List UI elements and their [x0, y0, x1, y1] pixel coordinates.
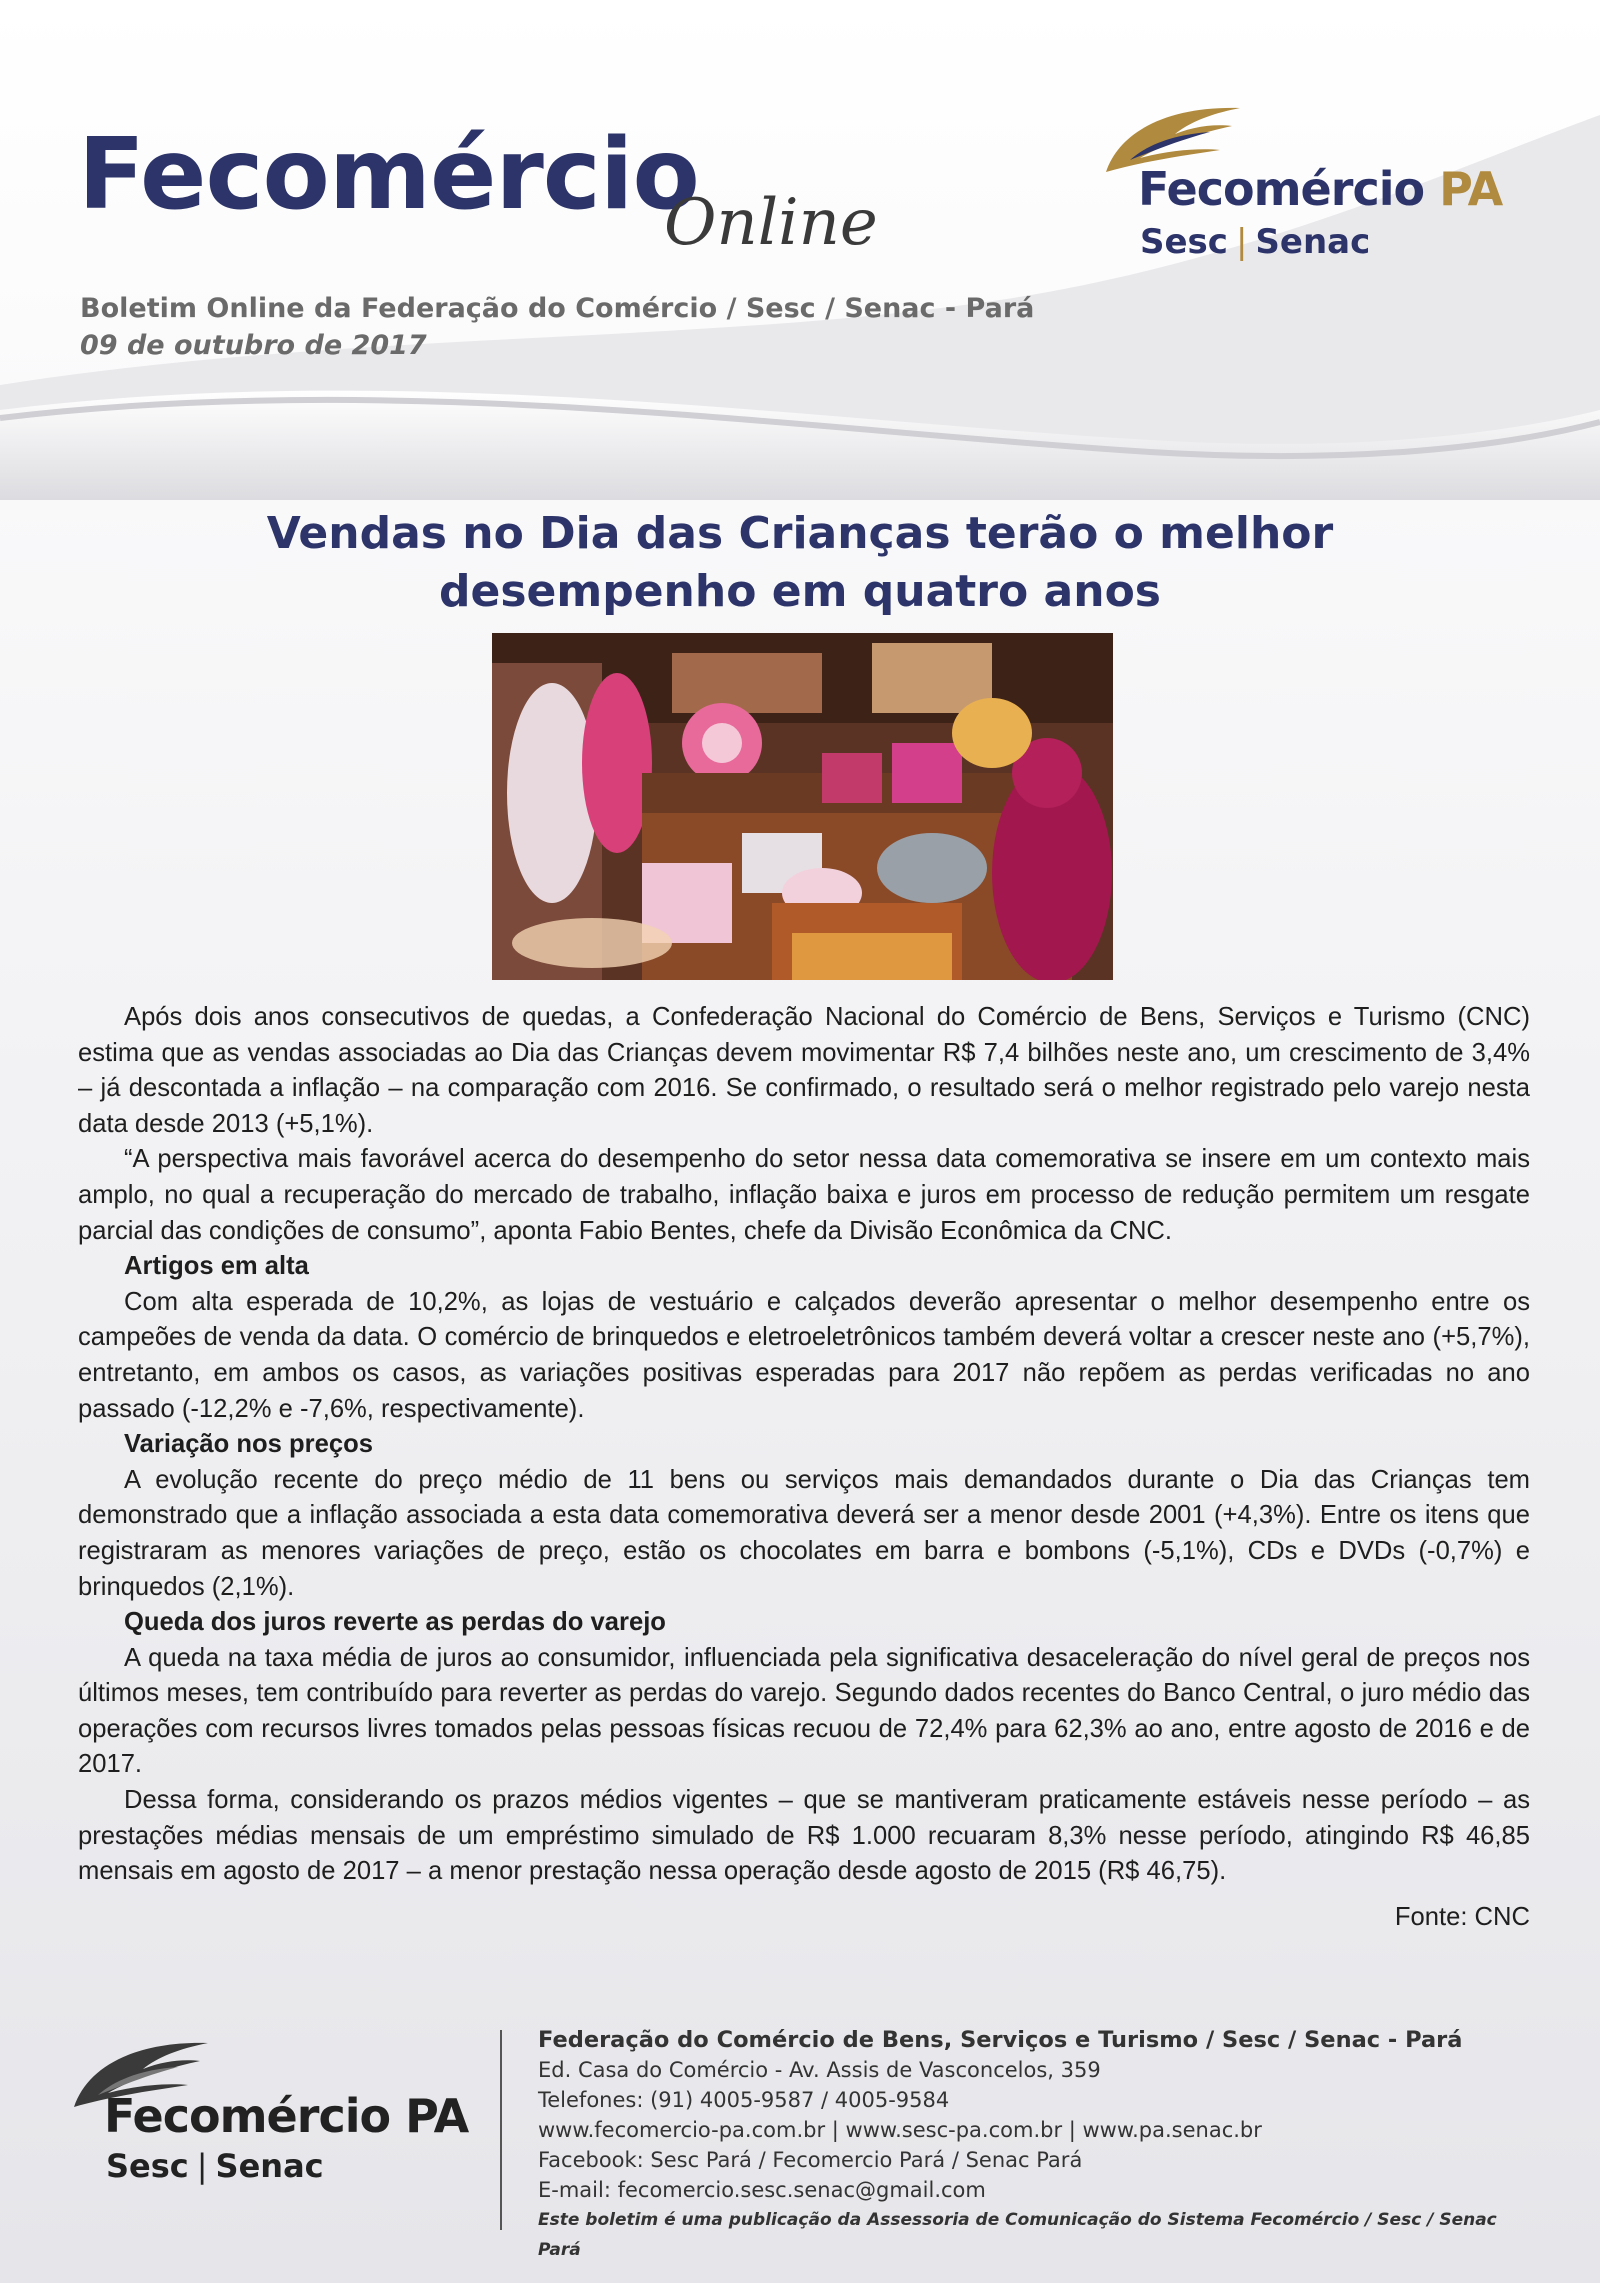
footer-unit-senac: Senac — [215, 2147, 324, 2185]
article-paragraph: Dessa forma, considerando os prazos médios vigentes – que se mantiveram praticamente estáveis nesse período – as prestações médias mensais de um empréstimo simulado de R$ 1.000 recuaram 8,3% nesse período, atingindo R$ 46,85 mensais em agosto de 2017 – a menor prestação nessa operação desde agosto de 2015 (R$ 46,75). — [78, 1786, 1530, 1886]
logo-unit-sesc: Sesc — [1140, 222, 1228, 262]
footer-phones: Telefones: (91) 4005-9587 / 4005-9584 — [538, 2088, 950, 2112]
footer-facebook: Facebook: Sesc Pará / Fecomercio Pará / Senac Pará — [538, 2148, 1083, 2172]
article-paragraph: “A perspectiva mais favorável acerca do desempenho do setor nessa data comemorativa se insere em um contexto mais amplo, no qual a recuperação do mercado de trabalho, inflação baixa e juros em processo de redução permitem um resgate parcial das condições de consumo”, aponta Fabio Bentes, chefe da Divisão Econômica da CNC. — [78, 1145, 1530, 1245]
article-paragraph: A queda na taxa média de juros ao consumidor, influenciada pela significativa desaceleração do nível geral de preços nos últimos meses, tem contribuído para reverter as perdas do varejo. Segundo dados recentes do Banco Central, o juro médio das operações com recursos livres tomados pelas pessoas físicas recuou de 72,4% para 62,3% ao ano, entre agosto de 2016 e de 2017. — [78, 1643, 1530, 1779]
bulletin-subtitle: Online — [664, 186, 878, 260]
logo-name — [1138, 162, 1502, 216]
logo-unit-senac: Senac — [1255, 222, 1371, 262]
header — [0, 0, 1600, 500]
footer-address: Ed. Casa do Comércio - Av. Assis de Vasconcelos, 359 — [538, 2058, 1101, 2082]
bulletin-tagline: Boletim Online da Federação do Comércio / Sesc / Senac - Pará — [80, 293, 1035, 324]
logo-suffix: PA — [1439, 162, 1503, 216]
bulletin-title: Fecomércio — [78, 118, 699, 232]
article-source — [78, 1900, 1530, 1936]
article-body — [78, 1000, 1530, 1935]
section-heading: Artigos em alta — [124, 1252, 309, 1281]
article-paragraph: Após dois anos consecutivos de quedas, a Confederação Nacional do Comércio de Bens, Serviços e Turismo (CNC) estima que as vendas associadas ao Dia das Crianças devem movimentar R$ 7,4 bilhões neste ano, um crescimento de 3,4% – já descontada a inflação – na comparação com 2016. Se confirmado, o resultado será o melhor registrado pelo varejo nesta data desde 2013 (+5,1%). — [78, 1003, 1530, 1138]
article-headline — [200, 505, 1400, 621]
footer-logo-units — [106, 2147, 324, 2185]
footer-org: Federação do Comércio de Bens, Serviços e Turismo / Sesc / Senac - Pará — [538, 2027, 1463, 2053]
logo-name-text: Fecomércio — [1138, 162, 1425, 216]
source-text: Fonte: CNC — [1394, 1902, 1530, 1931]
headline-line-2: desempenho em quatro anos — [439, 566, 1161, 617]
article-paragraph: A evolução recente do preço médio de 11 bens ou serviços mais demandados durante o Dia das Crianças tem demonstrado que a inflação associada a esta data comemorativa deverá ser a menor desde 2001 (+4,3%). Entre os itens que registraram as menores variações de preço, estão os chocolates em barra e bombons (-5,1%), CDs e DVDs (-0,7%) e brinquedos (2,1%). — [78, 1465, 1530, 1601]
footer-logo — [68, 2035, 488, 2195]
footer-contact — [538, 2025, 1538, 2265]
article-paragraph: Com alta esperada de 10,2%, as lojas de vestuário e calçados deverão apresentar o melhor desempenho entre os campeões de venda da data. O comércio de brinquedos e eletroeletrônicos também deverá voltar a crescer neste ano (+5,7%), entretanto, em ambos os casos, as variações positivas esperadas para 2017 não repõem as perdas verificadas no ano passado (-12,2% e -7,6%, respectivamente). — [78, 1287, 1530, 1423]
logo-units — [1140, 222, 1370, 262]
headline-line-1: Vendas no Dia das Crianças terão o melhor — [266, 508, 1334, 559]
footer-email[interactable]: E-mail: fecomercio.sesc.senac@gmail.com — [538, 2178, 986, 2202]
footer-divider — [500, 2030, 502, 2230]
footer-credit: Este boletim é uma publicação da Assessoria de Comunicação do Sistema Fecomércio / Sesc / Senac Pará — [538, 2210, 1497, 2260]
section-heading: Queda dos juros reverte as perdas do varejo — [124, 1608, 666, 1637]
toy-store-photo — [492, 633, 1113, 980]
bulletin-date: 09 de outubro de 2017 — [80, 330, 427, 361]
logo-unit-separator: | — [1235, 222, 1248, 262]
fecomercio-pa-logo — [1100, 100, 1520, 270]
footer-logo-name: Fecomércio PA — [104, 2089, 469, 2143]
footer-unit-sesc: Sesc — [106, 2147, 189, 2185]
section-heading: Variação nos preços — [124, 1430, 373, 1459]
footer-websites[interactable]: www.fecomercio-pa.com.br | www.sesc-pa.com.br | www.pa.senac.br — [538, 2118, 1262, 2142]
footer-unit-separator: | — [196, 2147, 208, 2185]
